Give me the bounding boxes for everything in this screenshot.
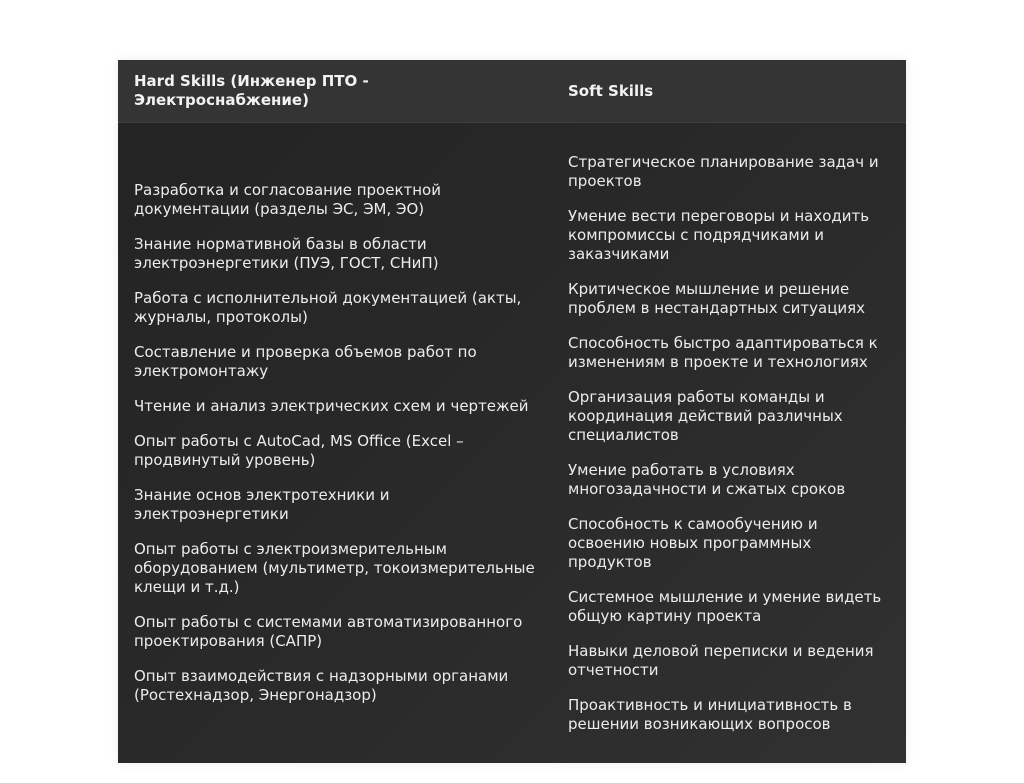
- soft-skill-item: Способность к самообучению и освоению новых программных продуктов: [568, 514, 818, 571]
- soft-skill-item: Умение вести переговоры и находить компромиссы с подрядчиками и заказчиками: [568, 206, 870, 263]
- soft-skills-header: Soft Skills: [568, 82, 654, 100]
- hard-skill-item: Составление и проверка объемов работ по электромонтажу: [134, 343, 477, 380]
- soft-skill-item: Навыки деловой переписки и ведения отчетности: [568, 641, 874, 679]
- hard-skill-item: Чтение и анализ электрических схем и чертежей: [134, 397, 529, 415]
- soft-skill-item: Умение работать в условиях многозадачности и сжатых сроков: [568, 460, 846, 498]
- hard-skill-item: Разработка и согласование проектной документации (разделы ЭС, ЭМ, ЭО): [134, 181, 441, 218]
- hard-skill-item: Знание нормативной базы в области электроэнергетики (ПУЭ, ГОСТ, СНиП): [134, 235, 439, 272]
- hard-skills-column: [134, 123, 544, 763]
- soft-skill-item: Способность быстро адаптироваться к изменениям в проекте и технологиях: [568, 333, 878, 371]
- soft-skill-item: Стратегическое планирование задач и проектов: [568, 152, 879, 190]
- hard-skill-item: Знание основ электротехники и электроэнергетики: [134, 486, 390, 523]
- hard-skill-item: Работа с исполнительной документацией (акты, журналы, протоколы): [134, 289, 522, 326]
- soft-skill-item: Критическое мышление и решение проблем в нестандартных ситуациях: [568, 279, 866, 317]
- hard-skill-item: Опыт работы с AutoCad, MS Office (Excel – продвинутый уровень): [134, 432, 464, 469]
- soft-skill-item: Проактивность и инициативность в решении возникающих вопросов: [568, 695, 852, 733]
- table-header: [118, 60, 906, 123]
- skills-table: [118, 60, 906, 763]
- hard-skills-header: Hard Skills (Инженер ПТО - Электроснабжение): [134, 72, 369, 109]
- hard-skill-item: Опыт работы с электроизмерительным оборудованием (мультиметр, токоизмерительные клещи и т.д.): [134, 540, 535, 596]
- soft-skill-item: Системное мышление и умение видеть общую картину проекта: [568, 587, 882, 625]
- soft-skills-column: [568, 123, 898, 763]
- soft-skill-item: Организация работы команды и координация действий различных специалистов: [568, 387, 843, 444]
- hard-skill-item: Опыт работы с системами автоматизированного проектирования (САПР): [134, 613, 523, 650]
- hard-skill-item: Опыт взаимодействия с надзорными органами (Ростехнадзор, Энергонадзор): [134, 667, 509, 704]
